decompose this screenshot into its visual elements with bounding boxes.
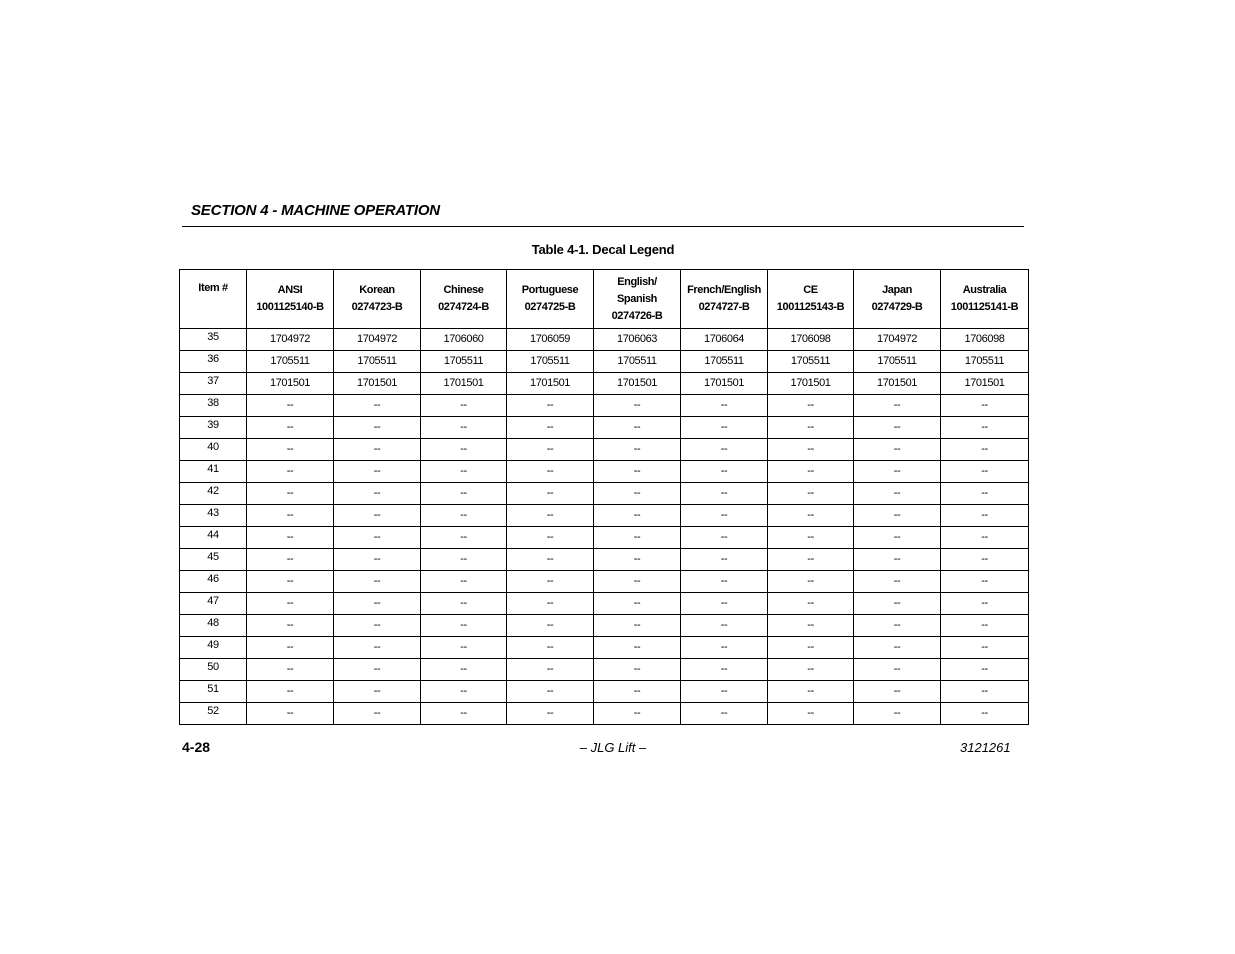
- column-header-line: Chinese: [443, 284, 484, 296]
- table-row: [180, 615, 1029, 637]
- decal-part-cell: --: [681, 439, 768, 461]
- decal-part-cell: --: [421, 593, 507, 615]
- decal-part-cell: --: [507, 505, 594, 527]
- decal-part-cell: 1706098: [941, 329, 1029, 351]
- section-divider: [182, 226, 1024, 227]
- decal-part-cell: --: [941, 571, 1029, 593]
- decal-part-cell: --: [247, 615, 334, 637]
- decal-part-cell: --: [854, 637, 941, 659]
- table-row: [180, 703, 1029, 725]
- decal-part-cell: 1705511: [681, 351, 768, 373]
- decal-part-cell: --: [421, 615, 507, 637]
- column-header: [421, 270, 507, 329]
- decal-part-cell: --: [247, 637, 334, 659]
- decal-part-cell: --: [247, 703, 334, 725]
- column-header-line: 0274725-B: [524, 301, 576, 313]
- column-header: [334, 270, 421, 329]
- decal-part-cell: --: [507, 417, 594, 439]
- table-row: [180, 329, 1029, 351]
- table-row: [180, 593, 1029, 615]
- decal-part-cell: --: [941, 417, 1029, 439]
- decal-part-cell: --: [941, 593, 1029, 615]
- item-number-cell: 44: [180, 527, 247, 549]
- decal-part-cell: --: [854, 549, 941, 571]
- decal-part-cell: --: [507, 593, 594, 615]
- decal-part-cell: --: [681, 461, 768, 483]
- decal-part-cell: --: [507, 681, 594, 703]
- decal-part-cell: --: [854, 703, 941, 725]
- decal-part-cell: --: [421, 505, 507, 527]
- decal-part-cell: --: [681, 527, 768, 549]
- decal-part-cell: --: [768, 659, 854, 681]
- decal-part-cell: --: [247, 461, 334, 483]
- decal-part-cell: --: [594, 703, 681, 725]
- table-row: [180, 373, 1029, 395]
- item-number-cell: 49: [180, 637, 247, 659]
- column-header-line: 1001125140-B: [256, 301, 324, 313]
- decal-part-cell: --: [594, 593, 681, 615]
- decal-part-cell: --: [594, 417, 681, 439]
- decal-part-cell: --: [941, 483, 1029, 505]
- decal-part-cell: 1701501: [768, 373, 854, 395]
- decal-part-cell: 1706059: [507, 329, 594, 351]
- table-row: [180, 417, 1029, 439]
- decal-part-cell: 1704972: [854, 329, 941, 351]
- decal-part-cell: --: [247, 395, 334, 417]
- column-header-line: Portuguese: [521, 284, 579, 296]
- decal-part-cell: 1706060: [421, 329, 507, 351]
- item-number-cell: 48: [180, 615, 247, 637]
- decal-part-cell: --: [941, 527, 1029, 549]
- decal-part-cell: 1701501: [507, 373, 594, 395]
- decal-part-cell: --: [247, 439, 334, 461]
- decal-part-cell: --: [854, 417, 941, 439]
- decal-part-cell: --: [247, 483, 334, 505]
- decal-part-cell: --: [854, 571, 941, 593]
- decal-part-cell: 1706098: [768, 329, 854, 351]
- decal-part-cell: --: [768, 703, 854, 725]
- decal-part-cell: --: [247, 593, 334, 615]
- decal-part-cell: --: [594, 571, 681, 593]
- column-header: [941, 270, 1029, 329]
- column-header: [594, 270, 681, 329]
- decal-part-cell: --: [768, 549, 854, 571]
- item-number-cell: 42: [180, 483, 247, 505]
- decal-part-cell: --: [941, 615, 1029, 637]
- decal-part-cell: --: [681, 417, 768, 439]
- decal-part-cell: --: [334, 703, 421, 725]
- table-row: [180, 637, 1029, 659]
- column-header-line: 1001125141-B: [950, 301, 1019, 313]
- decal-part-cell: --: [334, 615, 421, 637]
- decal-part-cell: --: [768, 461, 854, 483]
- decal-part-cell: --: [334, 417, 421, 439]
- decal-part-cell: --: [941, 439, 1029, 461]
- decal-part-cell: --: [681, 593, 768, 615]
- table-row: [180, 505, 1029, 527]
- column-header-line: Spanish: [617, 292, 657, 305]
- table-body: [180, 329, 1029, 725]
- decal-part-cell: --: [421, 417, 507, 439]
- decal-part-cell: --: [594, 483, 681, 505]
- decal-part-cell: --: [681, 637, 768, 659]
- decal-part-cell: --: [594, 527, 681, 549]
- decal-part-cell: --: [334, 637, 421, 659]
- column-header-line: ANSI: [277, 284, 303, 296]
- decal-part-cell: 1705511: [247, 351, 334, 373]
- decal-part-cell: --: [854, 505, 941, 527]
- decal-part-cell: --: [507, 395, 594, 417]
- item-number-cell: 35: [180, 329, 247, 351]
- decal-part-cell: --: [421, 439, 507, 461]
- decal-part-cell: --: [594, 549, 681, 571]
- decal-part-cell: --: [421, 483, 507, 505]
- section-title: SECTION 4 - MACHINE OPERATION: [191, 202, 440, 219]
- decal-part-cell: --: [768, 681, 854, 703]
- decal-part-cell: 1705511: [594, 351, 681, 373]
- decal-part-cell: --: [941, 505, 1029, 527]
- decal-part-cell: 1705511: [768, 351, 854, 373]
- decal-part-cell: --: [768, 395, 854, 417]
- decal-part-cell: --: [854, 439, 941, 461]
- table-row: [180, 681, 1029, 703]
- page-number: 4-28: [182, 739, 211, 755]
- table-row: [180, 395, 1029, 417]
- column-header-line: 0274723-B: [351, 301, 403, 313]
- decal-part-cell: 1701501: [681, 373, 768, 395]
- decal-part-cell: --: [421, 461, 507, 483]
- decal-part-cell: 1705511: [854, 351, 941, 373]
- decal-part-cell: 1705511: [941, 351, 1029, 373]
- document-number: 3121261: [960, 740, 1011, 755]
- table-caption: Table 4-1. Decal Legend: [531, 242, 675, 257]
- column-header: [180, 270, 247, 329]
- item-number-cell: 39: [180, 417, 247, 439]
- decal-part-cell: --: [334, 571, 421, 593]
- decal-part-cell: --: [507, 637, 594, 659]
- decal-part-cell: --: [768, 615, 854, 637]
- decal-part-cell: --: [941, 659, 1029, 681]
- decal-part-cell: --: [594, 505, 681, 527]
- decal-part-cell: --: [247, 681, 334, 703]
- column-header-line: Item #: [198, 282, 228, 294]
- table-row: [180, 439, 1029, 461]
- table-row: [180, 571, 1029, 593]
- decal-part-cell: --: [768, 483, 854, 505]
- decal-part-cell: --: [681, 549, 768, 571]
- column-header-line: 0274729-B: [871, 301, 923, 313]
- column-header-line: French/English: [687, 284, 761, 296]
- decal-part-cell: --: [334, 461, 421, 483]
- table-row: [180, 351, 1029, 373]
- footer-title: – JLG Lift –: [579, 740, 647, 755]
- decal-part-cell: --: [768, 593, 854, 615]
- decal-part-cell: --: [507, 461, 594, 483]
- decal-part-cell: --: [681, 615, 768, 637]
- decal-part-cell: 1705511: [334, 351, 421, 373]
- decal-part-cell: --: [594, 439, 681, 461]
- item-number-cell: 50: [180, 659, 247, 681]
- decal-part-cell: --: [247, 417, 334, 439]
- decal-part-cell: --: [768, 527, 854, 549]
- decal-part-cell: --: [421, 571, 507, 593]
- decal-part-cell: --: [507, 571, 594, 593]
- column-header: [247, 270, 334, 329]
- decal-part-cell: --: [421, 549, 507, 571]
- decal-part-cell: --: [421, 395, 507, 417]
- column-header: [768, 270, 854, 329]
- column-header-line: 1001125143-B: [776, 301, 845, 313]
- decal-part-cell: --: [681, 483, 768, 505]
- decal-part-cell: --: [768, 505, 854, 527]
- decal-part-cell: --: [594, 395, 681, 417]
- column-header-line: English/: [617, 275, 657, 288]
- decal-part-cell: --: [854, 395, 941, 417]
- item-number-cell: 51: [180, 681, 247, 703]
- table-row: [180, 461, 1029, 483]
- decal-part-cell: --: [421, 703, 507, 725]
- decal-part-cell: 1701501: [854, 373, 941, 395]
- decal-part-cell: --: [334, 483, 421, 505]
- table-row: [180, 659, 1029, 681]
- decal-part-cell: --: [334, 439, 421, 461]
- decal-part-cell: 1701501: [941, 373, 1029, 395]
- decal-part-cell: --: [247, 505, 334, 527]
- decal-part-cell: --: [334, 395, 421, 417]
- column-header: [854, 270, 941, 329]
- decal-part-cell: --: [854, 593, 941, 615]
- decal-part-cell: --: [247, 571, 334, 593]
- decal-part-cell: --: [854, 681, 941, 703]
- item-number-cell: 40: [180, 439, 247, 461]
- decal-part-cell: --: [854, 461, 941, 483]
- column-header-line: 0274727-B: [698, 301, 750, 313]
- decal-part-cell: 1701501: [594, 373, 681, 395]
- decal-part-cell: --: [507, 483, 594, 505]
- decal-part-cell: --: [594, 615, 681, 637]
- decal-part-cell: --: [941, 681, 1029, 703]
- decal-part-cell: --: [594, 637, 681, 659]
- decal-part-cell: 1705511: [421, 351, 507, 373]
- decal-part-cell: --: [421, 527, 507, 549]
- column-header: [507, 270, 594, 329]
- decal-part-cell: --: [768, 439, 854, 461]
- table-header-row: [180, 270, 1029, 329]
- decal-part-cell: --: [854, 659, 941, 681]
- item-number-cell: 41: [180, 461, 247, 483]
- decal-part-cell: --: [334, 681, 421, 703]
- decal-part-cell: --: [681, 571, 768, 593]
- decal-part-cell: --: [507, 549, 594, 571]
- item-number-cell: 45: [180, 549, 247, 571]
- item-number-cell: 43: [180, 505, 247, 527]
- table-row: [180, 483, 1029, 505]
- decal-part-cell: --: [681, 681, 768, 703]
- column-header-line: Japan: [882, 284, 912, 296]
- decal-part-cell: --: [507, 615, 594, 637]
- decal-part-cell: --: [768, 637, 854, 659]
- item-number-cell: 52: [180, 703, 247, 725]
- decal-part-cell: --: [768, 417, 854, 439]
- decal-part-cell: --: [247, 659, 334, 681]
- item-number-cell: 37: [180, 373, 247, 395]
- decal-part-cell: --: [854, 615, 941, 637]
- column-header-line: Korean: [359, 284, 395, 296]
- decal-part-cell: --: [334, 527, 421, 549]
- decal-part-cell: --: [334, 659, 421, 681]
- decal-part-cell: --: [507, 439, 594, 461]
- item-number-cell: 46: [180, 571, 247, 593]
- decal-part-cell: 1704972: [334, 329, 421, 351]
- decal-part-cell: --: [681, 703, 768, 725]
- column-header-line: Australia: [962, 284, 1007, 296]
- item-number-cell: 47: [180, 593, 247, 615]
- decal-part-cell: --: [854, 483, 941, 505]
- decal-part-cell: --: [421, 681, 507, 703]
- decal-part-cell: --: [941, 461, 1029, 483]
- decal-part-cell: 1705511: [507, 351, 594, 373]
- item-number-cell: 36: [180, 351, 247, 373]
- column-header-line: CE: [803, 284, 818, 296]
- decal-part-cell: --: [507, 527, 594, 549]
- decal-part-cell: --: [941, 703, 1029, 725]
- decal-part-cell: 1706063: [594, 329, 681, 351]
- decal-part-cell: --: [768, 571, 854, 593]
- decal-part-cell: --: [681, 395, 768, 417]
- decal-part-cell: --: [334, 593, 421, 615]
- decal-part-cell: --: [594, 659, 681, 681]
- column-header-line: 0274726-B: [611, 309, 663, 322]
- decal-part-cell: --: [941, 549, 1029, 571]
- table-row: [180, 549, 1029, 571]
- decal-part-cell: --: [594, 461, 681, 483]
- column-header-line: 0274724-B: [438, 301, 489, 313]
- decal-part-cell: 1704972: [247, 329, 334, 351]
- table-row: [180, 527, 1029, 549]
- decal-part-cell: 1701501: [421, 373, 507, 395]
- decal-part-cell: --: [334, 549, 421, 571]
- decal-part-cell: --: [941, 395, 1029, 417]
- decal-part-cell: --: [507, 659, 594, 681]
- decal-part-cell: --: [247, 527, 334, 549]
- decal-part-cell: --: [247, 549, 334, 571]
- decal-part-cell: 1706064: [681, 329, 768, 351]
- item-number-cell: 38: [180, 395, 247, 417]
- decal-part-cell: --: [421, 637, 507, 659]
- decal-part-cell: 1701501: [247, 373, 334, 395]
- decal-part-cell: --: [421, 659, 507, 681]
- decal-part-cell: --: [681, 659, 768, 681]
- column-header: [681, 270, 768, 329]
- decal-part-cell: --: [854, 527, 941, 549]
- decal-part-cell: 1701501: [334, 373, 421, 395]
- decal-part-cell: --: [334, 505, 421, 527]
- decal-part-cell: --: [681, 505, 768, 527]
- decal-part-cell: --: [594, 681, 681, 703]
- decal-legend-table: [179, 269, 1029, 725]
- decal-part-cell: --: [941, 637, 1029, 659]
- decal-part-cell: --: [507, 703, 594, 725]
